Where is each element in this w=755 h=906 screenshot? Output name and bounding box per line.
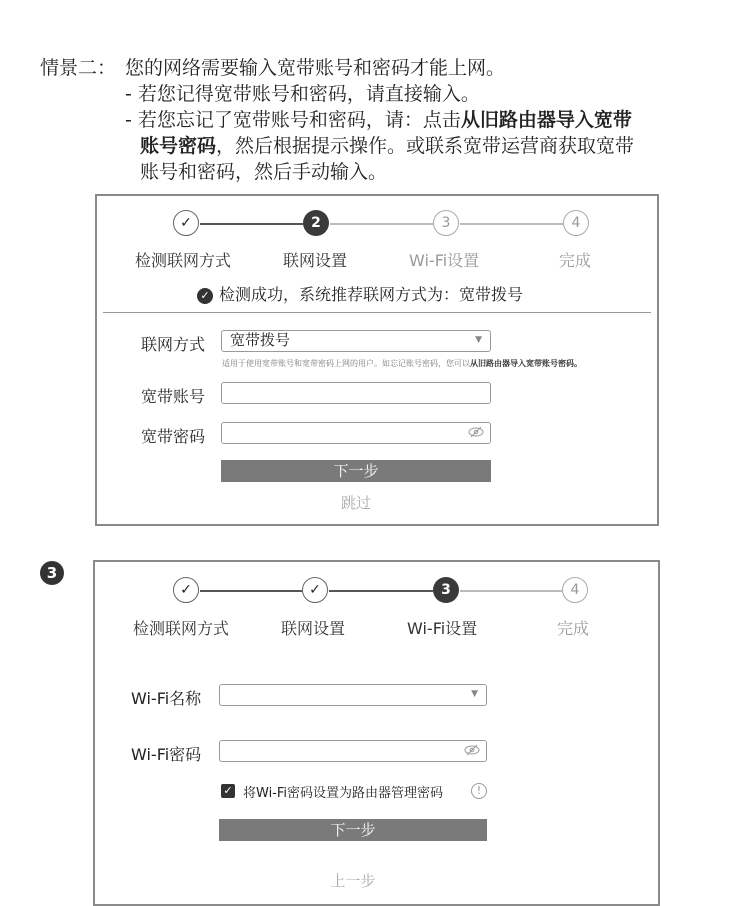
prev-link[interactable]: 上一步 bbox=[330, 872, 376, 890]
step-4-label: 完成 bbox=[557, 619, 590, 638]
password-label: 宽带密码 bbox=[141, 427, 206, 446]
step-3-label: Wi-Fi设置 bbox=[409, 251, 480, 270]
intro-line-3: - 若您忘记了宽带账号和密码，请：点击从旧路由器导入宽带 bbox=[125, 109, 632, 131]
mode-label: 联网方式 bbox=[141, 335, 206, 354]
step-4-marker: 4 bbox=[563, 210, 589, 236]
internet-setup-panel bbox=[95, 194, 659, 526]
check-circle-icon: ✓ bbox=[197, 288, 213, 304]
step-3-marker: 3 bbox=[433, 577, 459, 603]
step-connector bbox=[200, 590, 302, 592]
dropdown-arrow-icon: ▼ bbox=[475, 335, 482, 345]
skip-link[interactable]: 跳过 bbox=[340, 494, 371, 512]
password-input[interactable] bbox=[221, 422, 491, 444]
step-3-marker: 3 bbox=[433, 210, 459, 236]
wifi-password-input[interactable] bbox=[219, 740, 487, 762]
mode-select-value: 宽带拨号 bbox=[230, 331, 291, 349]
account-input[interactable] bbox=[221, 382, 491, 404]
detect-result-text: 检测成功，系统推荐联网方式为：宽带拨号 bbox=[219, 285, 524, 304]
step-connector bbox=[460, 590, 562, 592]
step-4-label: 完成 bbox=[559, 251, 592, 270]
scenario-label: 情景二： bbox=[40, 57, 117, 79]
mode-hint: 适用于使用宽带账号和宽带密码上网的用户。如忘记账号密码，您可以从旧路由器导入宽带账号密码。 bbox=[222, 359, 582, 368]
wifi-setup-panel bbox=[93, 560, 660, 906]
intro-line-1: 您的网络需要输入宽带账号和密码才能上网。 bbox=[125, 57, 506, 79]
detect-result bbox=[197, 282, 523, 305]
step-connector bbox=[330, 223, 433, 225]
step-connector bbox=[200, 223, 303, 225]
setup-stepper bbox=[97, 196, 657, 276]
account-label: 宽带账号 bbox=[141, 387, 206, 406]
info-icon[interactable]: ! bbox=[471, 783, 487, 799]
checkbox-label: 将Wi-Fi密码设置为路由器管理密码 bbox=[243, 786, 444, 801]
step-4-marker: 4 bbox=[562, 577, 588, 603]
step-1-check-icon: ✓ bbox=[173, 210, 199, 236]
dropdown-arrow-icon: ▼ bbox=[471, 689, 478, 699]
step-connector bbox=[460, 223, 563, 225]
import-link[interactable]: 从旧路由器导入宽带账号密码。 bbox=[470, 359, 582, 368]
step-2-label: 联网设置 bbox=[281, 619, 346, 638]
eye-off-icon[interactable] bbox=[464, 744, 480, 756]
step-1-label: 检测联网方式 bbox=[133, 619, 230, 638]
eye-off-icon[interactable] bbox=[468, 426, 484, 438]
wifi-password-label: Wi-Fi密码 bbox=[131, 745, 202, 764]
step-connector bbox=[329, 590, 433, 592]
intro-line-4: 账号密码，然后根据提示操作。或联系宽带运营商获取宽带 bbox=[140, 135, 635, 157]
wifi-stepper bbox=[95, 562, 658, 642]
mode-select[interactable] bbox=[221, 330, 491, 352]
step-2-marker: 2 bbox=[303, 210, 329, 236]
intro-line-5: 账号和密码，然后手动输入。 bbox=[140, 161, 388, 183]
intro-line-2: - 若您记得宽带账号和密码，请直接输入。 bbox=[125, 83, 480, 105]
step-1-label: 检测联网方式 bbox=[135, 251, 232, 270]
next-button[interactable]: 下一步 bbox=[221, 460, 491, 482]
ssid-select[interactable] bbox=[219, 684, 487, 706]
step-1-check-icon: ✓ bbox=[173, 577, 199, 603]
step-2-label: 联网设置 bbox=[283, 251, 348, 270]
admin-password-checkbox[interactable]: ✓ bbox=[221, 784, 235, 798]
step-3-badge: 3 bbox=[40, 561, 64, 585]
step-2-check-icon: ✓ bbox=[302, 577, 328, 603]
ssid-label: Wi-Fi名称 bbox=[131, 689, 202, 708]
divider bbox=[103, 312, 651, 313]
step-3-label: Wi-Fi设置 bbox=[407, 619, 478, 638]
next-button[interactable]: 下一步 bbox=[219, 819, 487, 841]
